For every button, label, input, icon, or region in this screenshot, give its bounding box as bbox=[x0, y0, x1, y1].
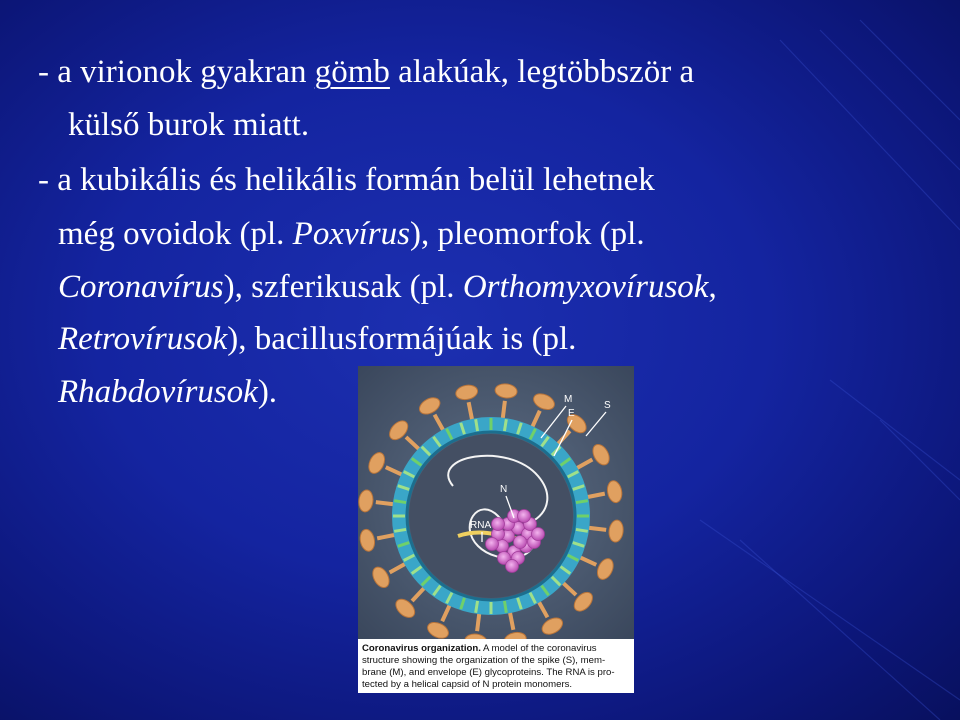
text-line-6: Retrovírusok), bacillusformájúak is (pl. bbox=[58, 321, 577, 357]
text-line-1: - a virionok gyakran gömb alakúak, legtöbbször a bbox=[38, 54, 695, 90]
figure-caption bbox=[358, 639, 634, 693]
term-poxvirus: Poxvírus bbox=[292, 216, 410, 252]
term-rhabdovirusok: Rhabdovírusok bbox=[58, 374, 258, 410]
capsid-monomer bbox=[486, 538, 499, 551]
label-s: S bbox=[604, 400, 611, 411]
term-retrovirusok: Retrovírusok bbox=[58, 321, 228, 357]
label-e: E bbox=[568, 408, 575, 419]
caption-line-2: structure showing the organization of the spike (S), mem- bbox=[362, 655, 606, 666]
coronavirus-figure bbox=[358, 366, 634, 693]
label-n: N bbox=[500, 484, 508, 495]
text-line-5: Coronavírus), szferikusak (pl. Orthomyxovírusok, bbox=[58, 269, 717, 305]
membrane-protein bbox=[490, 602, 493, 614]
membrane-protein bbox=[393, 515, 405, 518]
text-line-3: - a kubikális és helikális formán belül lehetnek bbox=[38, 162, 655, 198]
caption-line-1: A model of the coronavirus bbox=[480, 643, 597, 654]
text-line-4: még ovoidok (pl. Poxvírus), pleomorfok (pl. bbox=[58, 216, 645, 252]
caption-line-3: brane (M), and envelope (E) glycoproteins. The RNA is pro- bbox=[362, 667, 615, 678]
capsid-monomer bbox=[492, 518, 505, 531]
membrane-protein bbox=[577, 515, 589, 518]
text-line-7: Rhabdovírusok). bbox=[58, 374, 278, 410]
capsid-monomer bbox=[518, 510, 531, 523]
caption-line-4: tected by a helical capsid of N protein monomers. bbox=[362, 679, 573, 690]
capsid-monomer bbox=[532, 528, 545, 541]
membrane-protein bbox=[490, 418, 493, 430]
label-m: M bbox=[564, 394, 573, 405]
term-gomb: gömb bbox=[314, 54, 390, 90]
virion-interior bbox=[409, 434, 573, 598]
capsid-monomer bbox=[506, 560, 519, 573]
capsid-monomer bbox=[514, 536, 527, 549]
label-rna: RNA bbox=[470, 520, 492, 531]
caption-title: Coronavirus organization. bbox=[362, 643, 481, 654]
term-orthomyxovirusok: Orthomyxovírusok bbox=[462, 269, 709, 305]
coronavirus-diagram bbox=[358, 366, 634, 639]
term-coronavirus: Coronavírus bbox=[58, 269, 224, 305]
text-line-2: külső burok miatt. bbox=[68, 107, 310, 143]
